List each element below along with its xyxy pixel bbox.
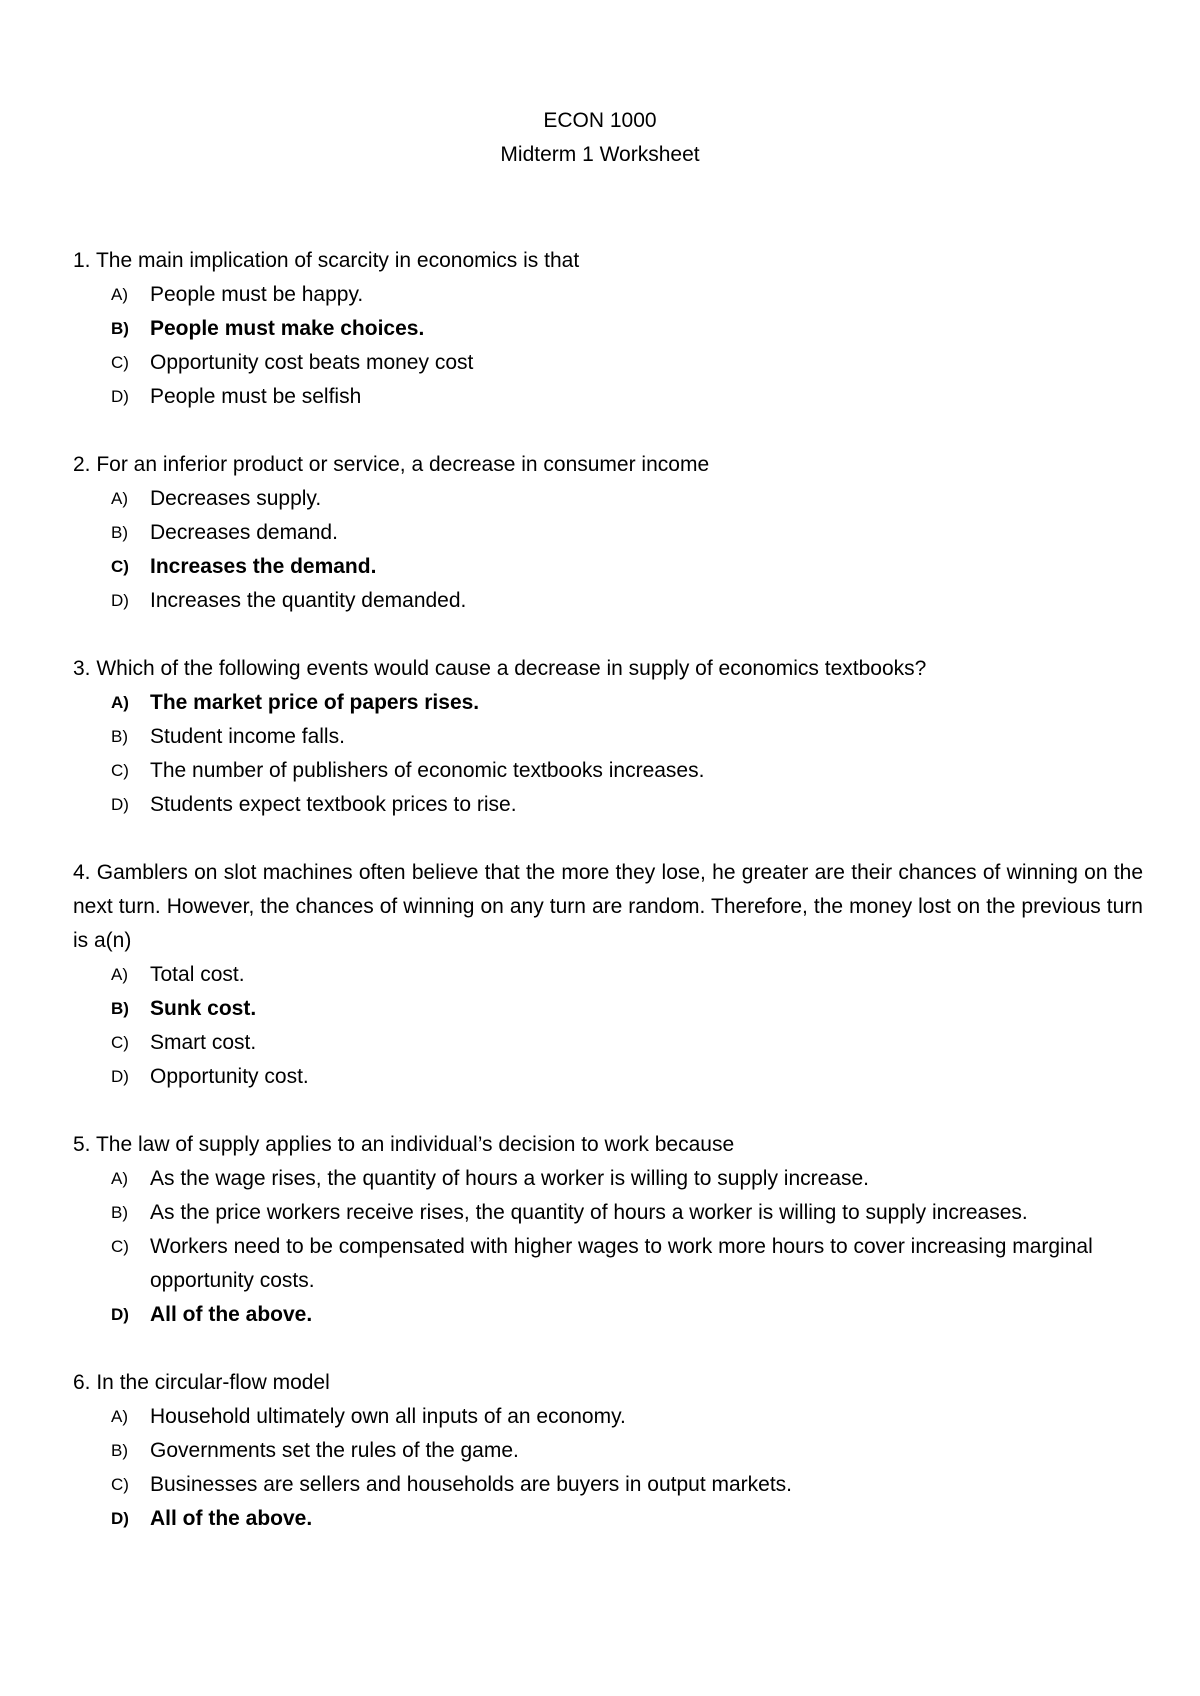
question-stem: 1. The main implication of scarcity in economics is that [73, 249, 580, 272]
answer-options [73, 958, 1143, 1094]
option-text: People must be selfish [150, 385, 362, 408]
answer-options [73, 1162, 1143, 1332]
question-stem: 2. For an inferior product or service, a decrease in consumer income [73, 453, 710, 476]
option-letter: D) [111, 387, 129, 406]
question-5 [73, 1128, 1143, 1332]
answer-options [73, 482, 1143, 618]
worksheet-title: Midterm 1 Worksheet [500, 143, 700, 166]
option-letter: C) [111, 557, 129, 576]
option-letter: A) [111, 965, 128, 984]
option-letter: C) [111, 761, 129, 780]
question-4 [73, 856, 1143, 1094]
option-text: All of the above. [150, 1507, 313, 1530]
option-text: Students expect textbook prices to rise. [150, 793, 517, 816]
option-letter: D) [111, 1067, 129, 1086]
option-text: Workers need to be compensated with higher wages to work more hours to cover increasing marginal opportunity costs. [150, 1235, 1093, 1292]
question-stem: 5. The law of supply applies to an individual’s decision to work because [73, 1133, 735, 1156]
answer-option [111, 754, 1143, 788]
answer-option [111, 720, 1143, 754]
answer-option [111, 278, 1143, 312]
answer-options [73, 1400, 1143, 1536]
answer-option [111, 380, 1143, 414]
answer-options [73, 278, 1143, 414]
option-text: Sunk cost. [150, 997, 257, 1020]
option-text: Increases the quantity demanded. [150, 589, 467, 612]
option-text: Increases the demand. [150, 555, 377, 578]
question-list [73, 244, 1143, 1570]
option-letter: D) [111, 1509, 129, 1528]
answer-option [111, 482, 1143, 516]
option-letter: C) [111, 353, 129, 372]
option-letter: B) [111, 319, 129, 338]
option-letter: C) [111, 1033, 129, 1052]
question-stem: 4. Gamblers on slot machines often believe that the more they lose, he greater are their chances of winning on the next turn. However, the chances of winning on any turn are random. Therefore, the money lost on the previous turn is a(n) [73, 861, 1143, 952]
option-text: Governments set the rules of the game. [150, 1439, 519, 1462]
answer-option [111, 1060, 1143, 1094]
option-letter: A) [111, 489, 128, 508]
worksheet-header [0, 104, 1200, 172]
course-code: ECON 1000 [543, 109, 657, 132]
option-text: Total cost. [150, 963, 245, 986]
option-text: Household ultimately own all inputs of an economy. [150, 1405, 626, 1428]
option-letter: A) [111, 693, 129, 712]
answer-option-correct [111, 1298, 1143, 1332]
option-letter: B) [111, 523, 128, 542]
option-letter: D) [111, 1305, 129, 1324]
option-text: The market price of papers rises. [150, 691, 480, 714]
option-text: Student income falls. [150, 725, 345, 748]
question-stem: 6. In the circular-flow model [73, 1371, 330, 1394]
answer-option [111, 788, 1143, 822]
option-letter: D) [111, 795, 129, 814]
option-text: As the wage rises, the quantity of hours a worker is willing to supply increase. [150, 1167, 870, 1190]
option-letter: A) [111, 1407, 128, 1426]
option-text: The number of publishers of economic textbooks increases. [150, 759, 705, 782]
option-letter: B) [111, 999, 129, 1018]
option-text: People must be happy. [150, 283, 364, 306]
option-text: Smart cost. [150, 1031, 257, 1054]
answer-option-correct [111, 992, 1143, 1026]
option-text: As the price workers receive rises, the quantity of hours a worker is willing to supply increases. [150, 1201, 1028, 1224]
answer-option [111, 1230, 1143, 1298]
question-3 [73, 652, 1143, 822]
answer-option [111, 1026, 1143, 1060]
question-stem: 3. Which of the following events would cause a decrease in supply of economics textbooks? [73, 657, 927, 680]
answer-option-correct [111, 312, 1143, 346]
option-text: Decreases demand. [150, 521, 338, 544]
option-letter: B) [111, 1441, 128, 1460]
answer-option [111, 516, 1143, 550]
option-text: Decreases supply. [150, 487, 322, 510]
option-letter: C) [111, 1237, 129, 1256]
answer-option [111, 1434, 1143, 1468]
option-text: Businesses are sellers and households are buyers in output markets. [150, 1473, 793, 1496]
answer-option [111, 1400, 1143, 1434]
question-2 [73, 448, 1143, 618]
option-letter: C) [111, 1475, 129, 1494]
answer-option [111, 1196, 1143, 1230]
option-text: All of the above. [150, 1303, 313, 1326]
answer-option [111, 1162, 1143, 1196]
option-letter: D) [111, 591, 129, 610]
answer-option-correct [111, 550, 1143, 584]
option-letter: B) [111, 727, 128, 746]
option-text: People must make choices. [150, 317, 425, 340]
option-letter: A) [111, 1169, 128, 1188]
answer-option-correct [111, 686, 1143, 720]
answer-option [111, 958, 1143, 992]
option-text: Opportunity cost beats money cost [150, 351, 474, 374]
answer-option-correct [111, 1502, 1143, 1536]
option-letter: B) [111, 1203, 128, 1222]
answer-option [111, 1468, 1143, 1502]
question-1 [73, 244, 1143, 414]
question-6 [73, 1366, 1143, 1536]
answer-option [111, 346, 1143, 380]
answer-option [111, 584, 1143, 618]
option-letter: A) [111, 285, 128, 304]
option-text: Opportunity cost. [150, 1065, 309, 1088]
answer-options [73, 686, 1143, 822]
